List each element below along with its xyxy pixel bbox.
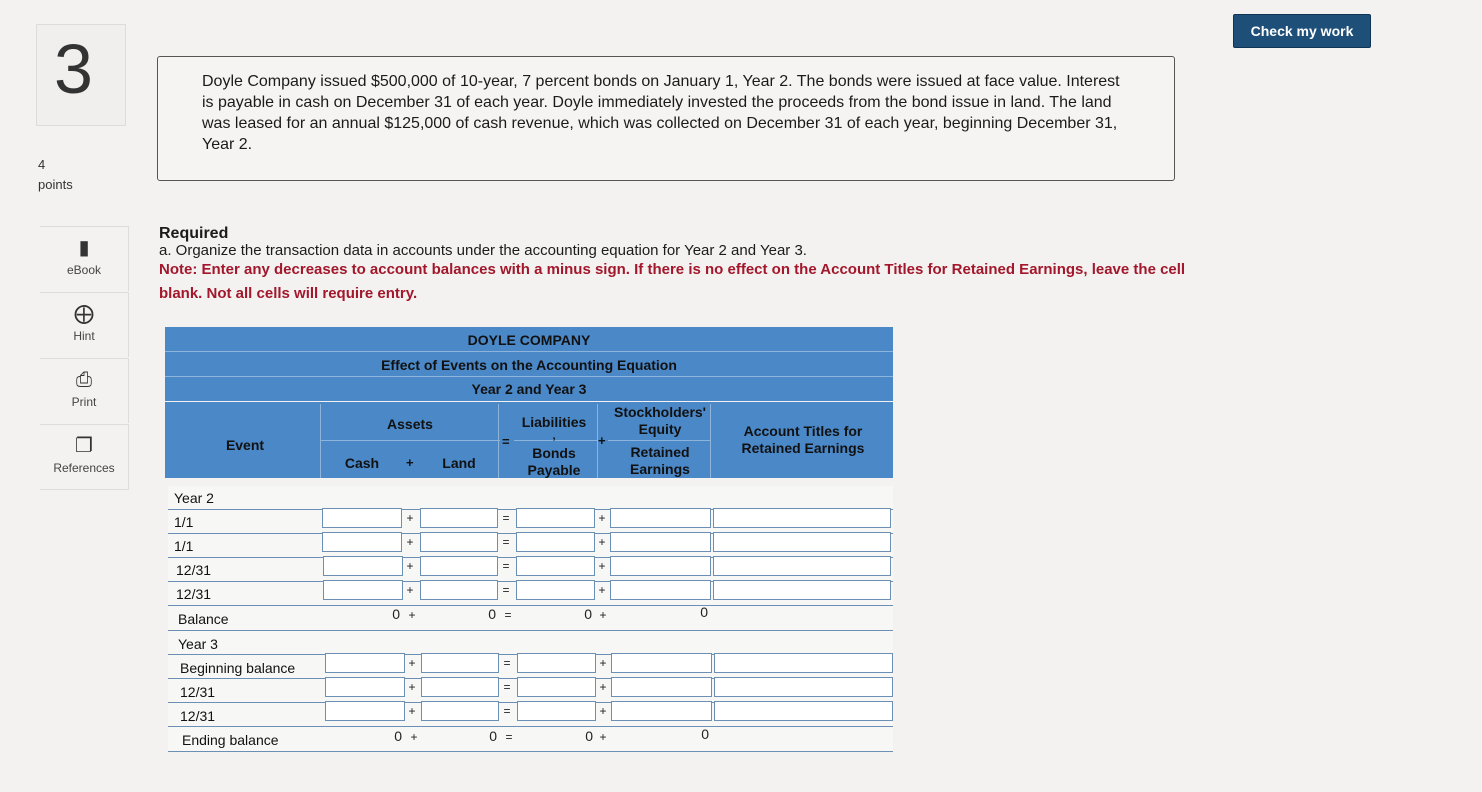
required-part-a: a. Organize the transaction data in accounts under the accounting equation for Year 2 and Year 3. xyxy=(159,242,807,259)
equals-sign: = xyxy=(505,730,513,744)
header-bonds-payable: Bonds Payable xyxy=(527,445,581,478)
header-liabilities: Liabilities xyxy=(521,414,587,430)
required-note: Note: Enter any decreases to account balances with a minus sign. If there is no effect on the Account Titles for Retained Earnings, leave the cell blank. Not all cells will require entry. xyxy=(159,261,1186,302)
sidebar-item-label: Hint xyxy=(73,329,95,343)
account-title-select[interactable] xyxy=(714,653,893,673)
land-input[interactable] xyxy=(421,677,499,697)
cash-input[interactable] xyxy=(325,653,405,673)
year3-label: Year 3 xyxy=(178,636,218,652)
header-stockholders-equity: Stockholders' Equity xyxy=(613,404,707,437)
bonds-payable-input[interactable] xyxy=(516,556,595,576)
row-label: 12/31 xyxy=(176,586,212,602)
land-input[interactable] xyxy=(420,532,498,552)
plus-sign: + xyxy=(406,511,414,525)
year3-header-row xyxy=(168,631,893,655)
lifebuoy-icon: ⨁ xyxy=(74,303,94,325)
ending-cash: 0 xyxy=(394,728,402,744)
account-title-select[interactable] xyxy=(713,532,891,552)
equals-sign: = xyxy=(503,656,511,670)
plus-sign: + xyxy=(599,704,607,718)
plus-sign: + xyxy=(598,511,606,525)
bonds-payable-input[interactable] xyxy=(516,508,595,528)
sidebar-item-label: References xyxy=(53,461,115,475)
balance-cash: 0 xyxy=(392,606,400,622)
equals-sign: = xyxy=(503,704,511,718)
land-input[interactable] xyxy=(420,556,498,576)
balance-label: Balance xyxy=(178,611,229,627)
sidebar-item-references[interactable] xyxy=(40,424,129,490)
bonds-payable-input[interactable] xyxy=(517,677,596,697)
retained-earnings-input[interactable] xyxy=(610,508,711,528)
plus-sign: + xyxy=(408,656,416,670)
bonds-payable-input[interactable] xyxy=(517,701,596,721)
plus-sign: + xyxy=(408,608,416,622)
row-label: 1/1 xyxy=(174,538,194,554)
row-label: 1/1 xyxy=(174,514,194,530)
header-assets: Assets xyxy=(387,416,433,432)
land-input[interactable] xyxy=(421,653,499,673)
plus-sign: + xyxy=(599,680,607,694)
balance-retained-earnings: 0 xyxy=(700,604,708,620)
land-input[interactable] xyxy=(420,508,498,528)
table-subtitle-text: Effect of Events on the Accounting Equation xyxy=(381,357,677,373)
balance-land: 0 xyxy=(488,606,496,622)
account-title-select[interactable] xyxy=(713,556,891,576)
row-label: Beginning balance xyxy=(180,660,296,676)
equals-sign: = xyxy=(502,559,510,573)
question-number: 3 xyxy=(54,30,93,108)
plus-sign: + xyxy=(406,559,414,573)
land-input[interactable] xyxy=(421,701,499,721)
table-period: Year 2 and Year 3 xyxy=(165,377,893,401)
header-equals-sign: = xyxy=(502,434,510,449)
sidebar-item-print[interactable] xyxy=(40,358,129,423)
row-label: 12/31 xyxy=(180,708,216,724)
retained-earnings-input[interactable] xyxy=(611,701,712,721)
plus-sign: + xyxy=(599,730,607,744)
table-subtitle xyxy=(165,352,893,377)
balance-bonds: 0 xyxy=(584,606,592,622)
prompt-text: Doyle Company issued $500,000 of 10-year, 7 percent bonds on January 1, Year 2. The bonds were issued at face value. Interest is payable in cash on December 31 of each year. Doyle immediately invested the proceeds from the bond issue in land. The land was leased for an annual $125,000 of cash revenue, which was collected on December 31 of each year, beginning December 31, Year 2. xyxy=(202,73,1120,153)
header-retained-earnings: Retained Earnings xyxy=(630,444,690,477)
plus-sign: + xyxy=(598,535,606,549)
plus-sign: + xyxy=(408,704,416,718)
cash-input[interactable] xyxy=(323,556,403,576)
account-title-select[interactable] xyxy=(713,580,891,600)
account-title-select[interactable] xyxy=(714,701,893,721)
documents-icon: ❐ xyxy=(75,435,93,457)
retained-earnings-input[interactable] xyxy=(611,653,712,673)
retained-earnings-input[interactable] xyxy=(610,580,711,600)
prompt-box xyxy=(157,56,1175,181)
cash-input[interactable] xyxy=(325,677,405,697)
bonds-payable-input[interactable] xyxy=(516,532,595,552)
cash-input[interactable] xyxy=(322,532,402,552)
plus-sign: + xyxy=(598,583,606,597)
account-title-select[interactable] xyxy=(713,508,891,528)
ending-retained-earnings: 0 xyxy=(701,726,709,742)
equals-sign: = xyxy=(502,535,510,549)
sidebar-item-label: Print xyxy=(71,395,97,409)
book-icon: ▮ xyxy=(78,237,90,259)
plus-sign: + xyxy=(406,583,414,597)
points-label: points xyxy=(38,177,73,192)
plus-sign: + xyxy=(599,656,607,670)
cash-input[interactable] xyxy=(323,580,403,600)
header-liabilities-comma: , xyxy=(552,430,556,442)
required-title: Required xyxy=(159,225,229,242)
plus-sign: + xyxy=(410,730,418,744)
year2-label: Year 2 xyxy=(174,490,214,506)
plus-sign: + xyxy=(406,535,414,549)
header-land: Land xyxy=(442,455,476,471)
plus-sign: + xyxy=(598,559,606,573)
retained-earnings-input[interactable] xyxy=(611,677,712,697)
header-cash: Cash xyxy=(344,455,380,471)
plus-sign: + xyxy=(408,680,416,694)
equals-sign: = xyxy=(503,680,511,694)
equals-sign: = xyxy=(502,583,510,597)
equals-sign: = xyxy=(504,608,512,622)
retained-earnings-input[interactable] xyxy=(610,532,711,552)
points-value: 4 xyxy=(38,157,46,172)
ending-balance-label: Ending balance xyxy=(182,732,279,748)
ending-bonds: 0 xyxy=(585,728,593,744)
cash-input[interactable] xyxy=(325,701,405,721)
check-my-work-button[interactable]: Check my work xyxy=(1233,14,1371,48)
plus-sign: + xyxy=(599,608,607,622)
land-input[interactable] xyxy=(420,580,498,600)
bonds-payable-input[interactable] xyxy=(516,580,595,600)
retained-earnings-input[interactable] xyxy=(610,556,711,576)
ending-land: 0 xyxy=(489,728,497,744)
sidebar-item-hint[interactable] xyxy=(40,292,129,357)
cash-input[interactable] xyxy=(322,508,402,528)
row-label: 12/31 xyxy=(176,562,212,578)
row-label: 12/31 xyxy=(180,684,216,700)
printer-icon: ⎙ xyxy=(76,369,92,391)
equals-sign: = xyxy=(502,511,510,525)
header-plus-sign: + xyxy=(598,433,606,448)
table-company: DOYLE COMPANY xyxy=(165,327,893,352)
header-account-titles: Account Titles for Retained Earnings xyxy=(741,423,865,456)
account-title-select[interactable] xyxy=(714,677,893,697)
year2-header-row xyxy=(168,486,893,510)
header-assets-plus: + xyxy=(406,455,414,470)
sidebar-item-label: eBook xyxy=(66,263,102,277)
bonds-payable-input[interactable] xyxy=(517,653,596,673)
sidebar-item-ebook[interactable] xyxy=(40,226,129,291)
header-event: Event xyxy=(225,437,265,453)
